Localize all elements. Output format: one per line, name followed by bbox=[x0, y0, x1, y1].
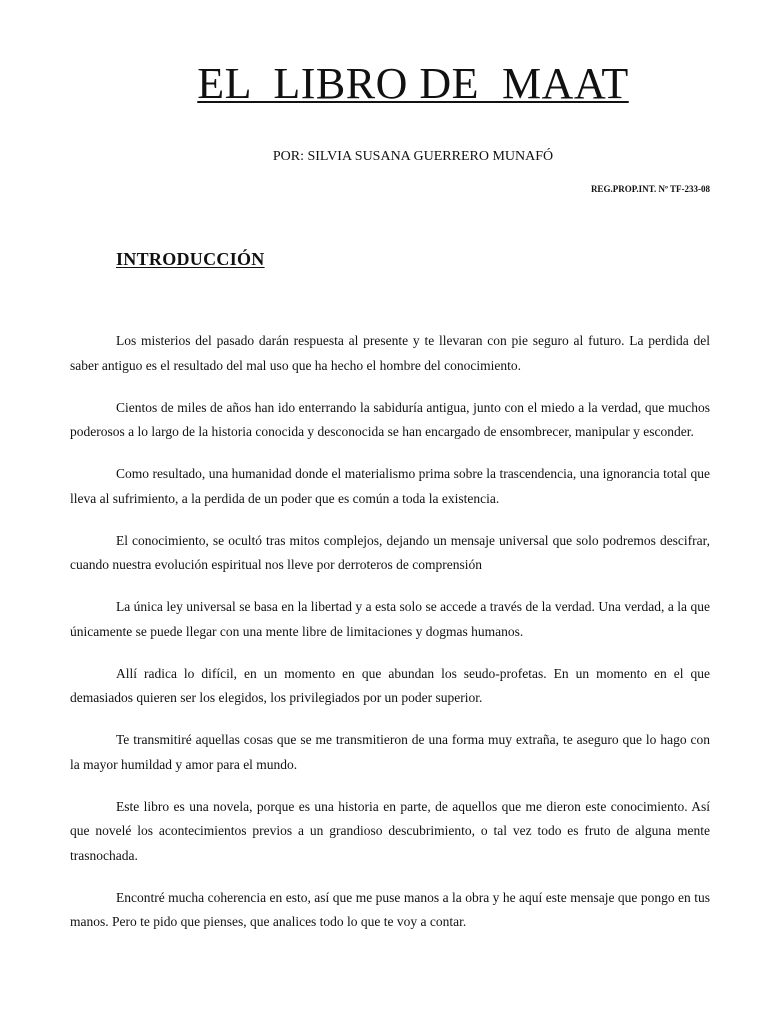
paragraph: Te transmitiré aquellas cosas que se me transmitieron de una forma muy extraña, te aseguro que lo hago con la mayor humildad y amor para el mundo. bbox=[70, 732, 710, 772]
paragraph: Allí radica lo difícil, en un momento en que abundan los seudo-profetas. En un momento en el que demasiados quieren ser los elegidos, los privilegiados por un poder superior. bbox=[70, 665, 710, 705]
document-title: EL LIBRO DE MAAT bbox=[197, 59, 629, 108]
registration-number: REG.PROP.INT. Nº TF-233-08 bbox=[590, 184, 710, 194]
paragraph: Como resultado, una humanidad donde el materialismo prima sobre la trascendencia, una ignorancia total que lleva al sufrimiento, a la perdida de un poder que es común a toda la existencia. bbox=[70, 466, 710, 506]
paragraph: La única ley universal se basa en la libertad y a esta solo se accede a través de la verdad. Una verdad, a la que únicamente se puede llegar con una mente libre de limitaciones y dogmas humanos. bbox=[70, 599, 710, 639]
body-text bbox=[70, 329, 710, 952]
paragraph: El conocimiento, se ocultó tras mitos complejos, dejando un mensaje universal que solo podremos descifrar, cuando nuestra evolución espiritual nos lleve por derroteros de comprensión bbox=[70, 532, 710, 572]
paragraph: Encontré mucha coherencia en esto, así que me puse manos a la obra y he aquí este mensaje que pongo en tus manos. Pero te pido que pienses, que analices todo lo que te voy a contar. bbox=[70, 889, 710, 929]
author-line: POR: SILVIA SUSANA GUERRERO MUNAFÓ bbox=[272, 149, 554, 164]
paragraph: Cientos de miles de años han ido enterrando la sabiduría antigua, junto con el miedo a la verdad, que muchos poderosos a lo largo de la historia conocida y desconocida se han encargado de ensombrecer, manipular y esconder. bbox=[70, 399, 710, 439]
paragraph: Este libro es una novela, porque es una historia en parte, de aquellos que me dieron este conocimiento. Así que novelé los acontecimientos previos a un grandioso descubrimiento, o tal vez todo es fruto de alguna mente trasnochada. bbox=[70, 798, 710, 863]
section-heading: INTRODUCCIÓN bbox=[116, 249, 265, 269]
paragraph: Los misterios del pasado darán respuesta al presente y te llevaran con pie seguro al futuro. La perdida del saber antiguo es el resultado del mal uso que ha hecho el hombre del conocimiento. bbox=[70, 333, 710, 373]
